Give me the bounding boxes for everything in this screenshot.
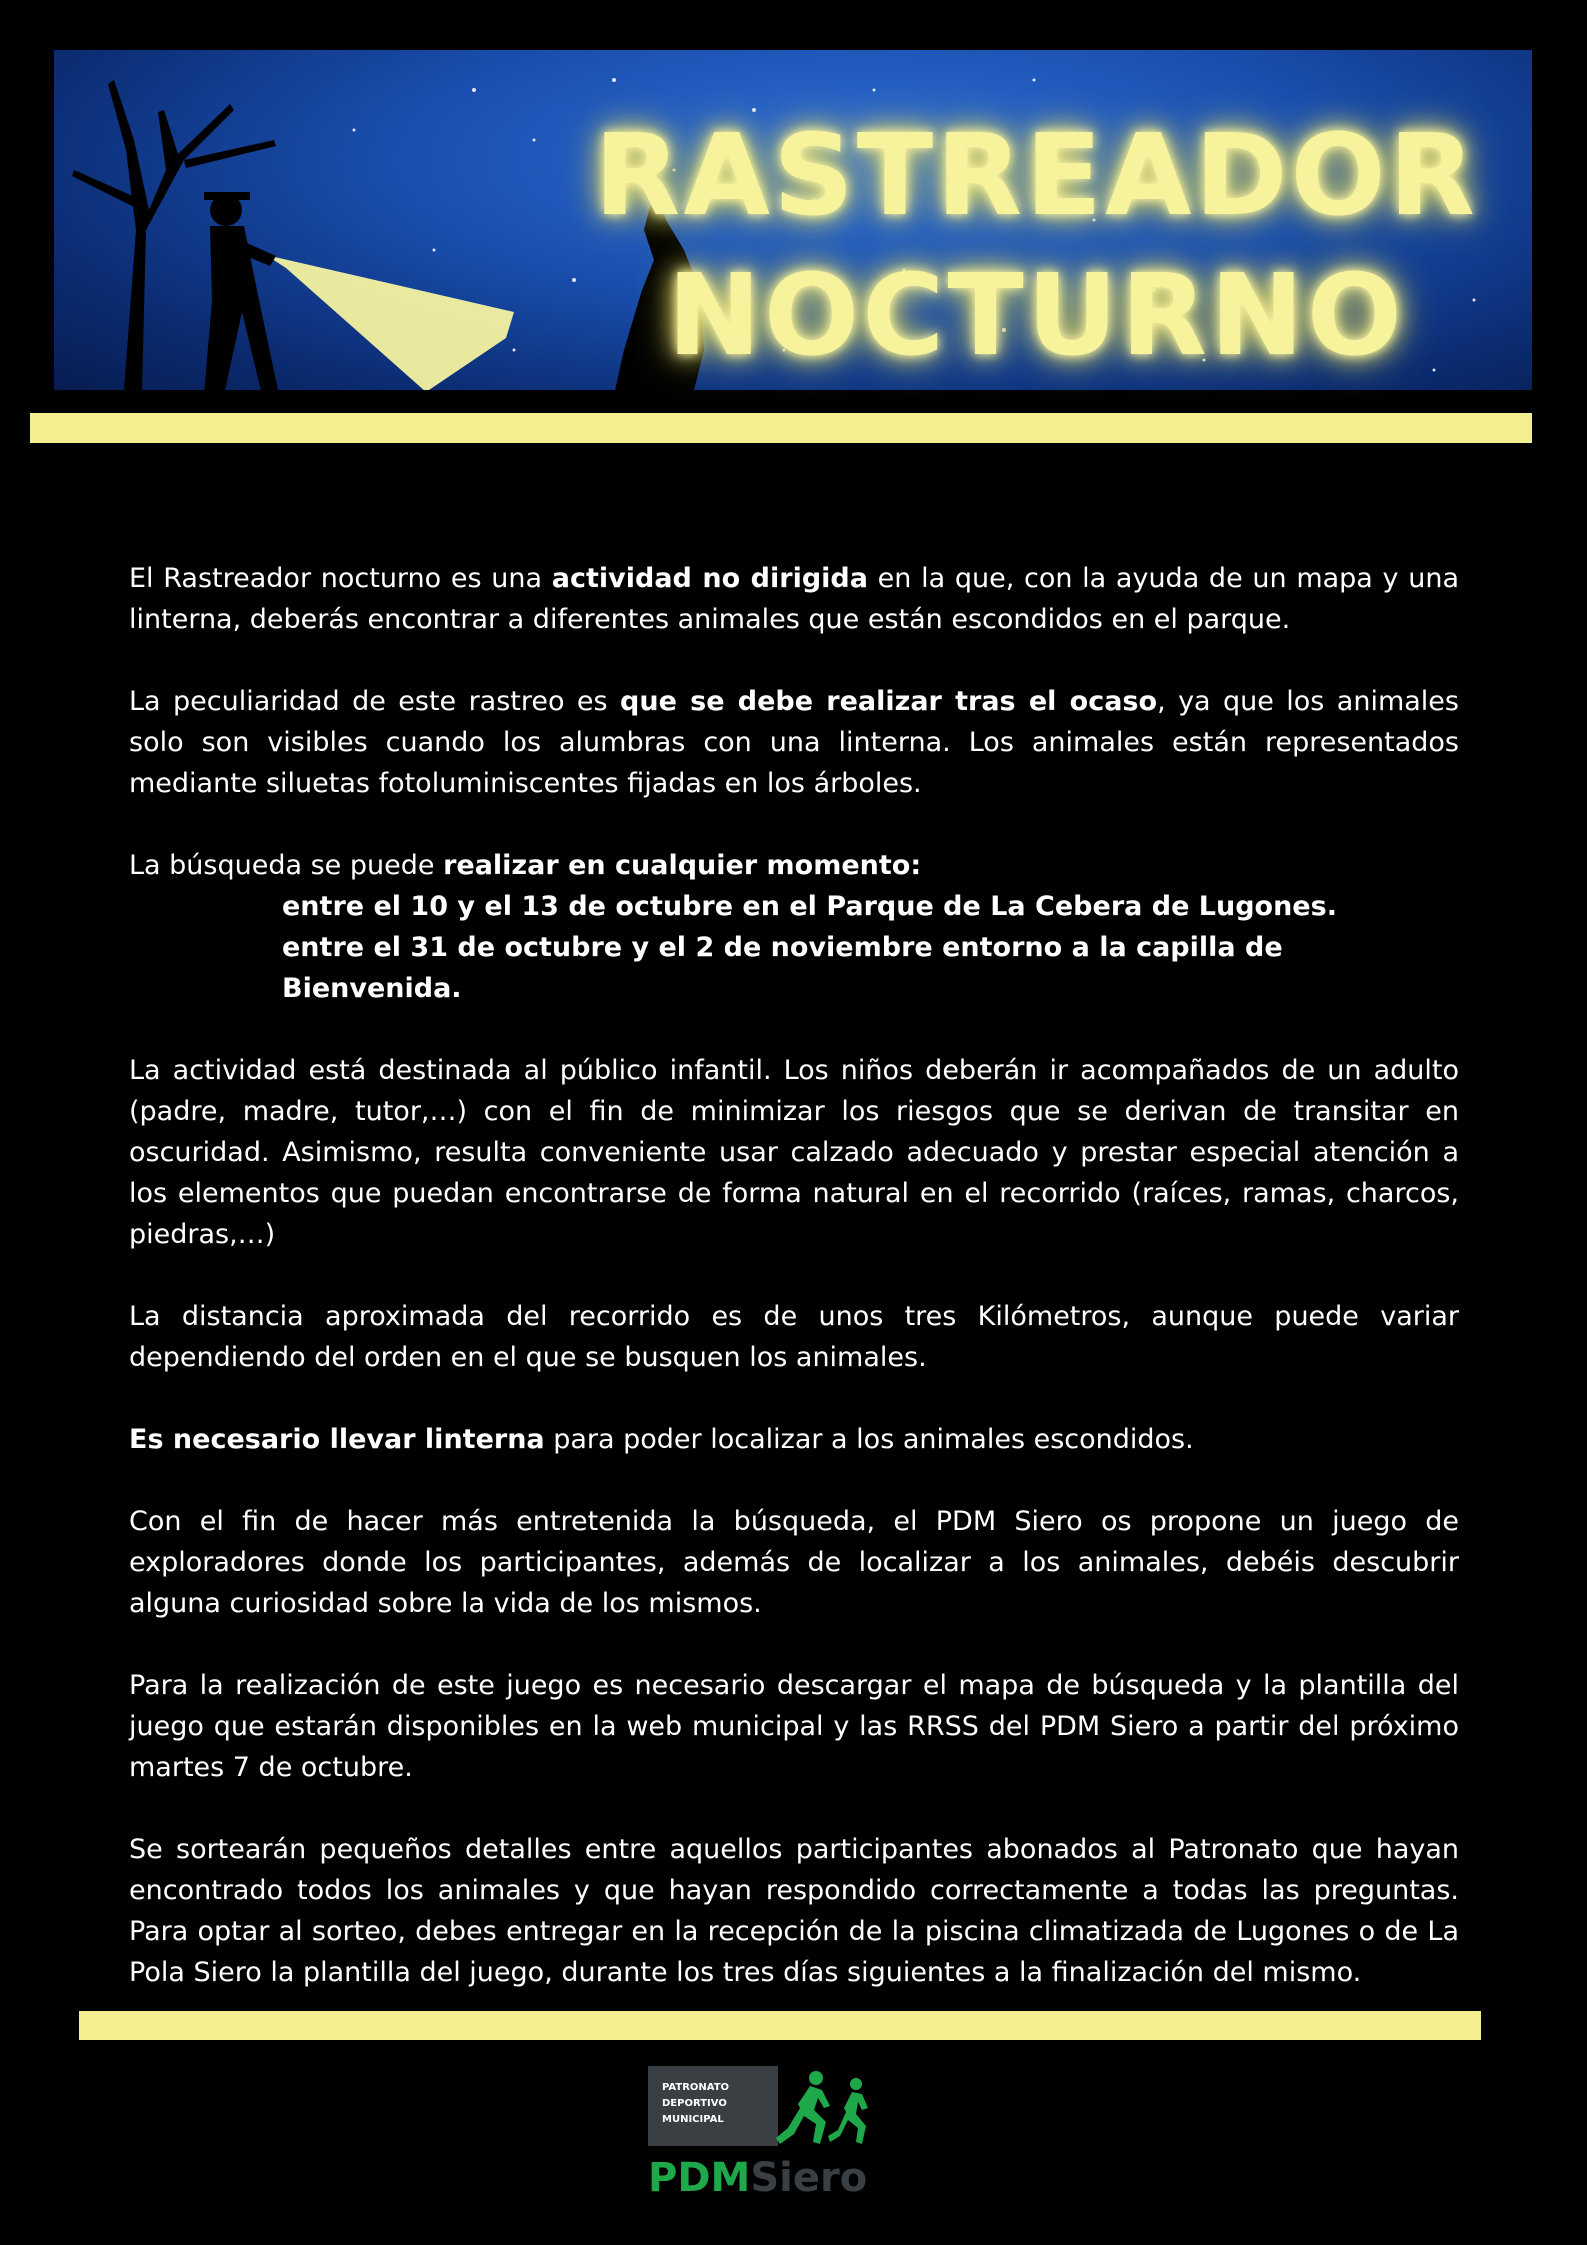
title-line-1: RASTREADOR <box>594 111 1478 241</box>
paragraph-dates <box>129 845 1459 1009</box>
ground-silhouette <box>54 390 1532 412</box>
flashlight-beam <box>266 255 514 392</box>
paragraph-peculiarity <box>129 681 1459 804</box>
peculiarity-text-c: , ya que los animales solo son visibles cuando los alumbras con una linterna. Los animales están representados mediante siluetas fotoluminiscentes fijadas en los árboles. <box>129 686 1459 799</box>
dates-text-bold: realizar en cualquier momento: <box>443 850 922 881</box>
accent-bar-top <box>30 413 1532 443</box>
flashlight-text-bold: Es necesario llevar linterna <box>129 1424 545 1455</box>
date-range-bienvenida: entre el 31 de octubre y el 2 de noviembre entorno a la capilla de Bienvenida. <box>282 932 1283 1004</box>
header-banner <box>54 50 1532 412</box>
peculiarity-text-bold: que se debe realizar tras el ocaso <box>620 686 1158 717</box>
logo-box-line-1: PATRONATO <box>662 2082 730 2093</box>
intro-text-a: El Rastreador nocturno es una <box>129 563 552 594</box>
paragraph-download: Para la realización de este juego es necesario descargar el mapa de búsqueda y la plantilla del juego que estarán disponibles en la web municipal y las RRSS del PDM Siero a partir del próximo martes 7 de octubre. <box>129 1670 1459 1783</box>
paragraph-raffle: Se sortearán pequeños detalles entre aquellos participantes abonados al Patronato que hayan encontrado todos los animales y que hayan respondido correctamente a todas las preguntas. Para optar al sorteo, debes entregar en la recepción de la piscina climatizada de Lugones o de La Pola Siero la plantilla del juego, durante los tres días siguientes a la finalización del mismo. <box>129 1834 1459 1988</box>
paragraph-flashlight <box>129 1419 1459 1460</box>
logo-siero: Siero <box>750 2155 868 2201</box>
logo-box-line-2: DEPORTIVO <box>662 2098 727 2109</box>
main-content <box>129 558 1459 2034</box>
title-line-2: NOCTURNO <box>667 251 1405 381</box>
logo-pdm: PDM <box>648 2155 751 2201</box>
logo-box-line-3: MUNICIPAL <box>662 2114 724 2125</box>
dates-text-a: La búsqueda se puede <box>129 850 444 881</box>
accent-bar-bottom <box>79 2011 1481 2040</box>
peculiarity-text-a: La peculiaridad de este rastreo es <box>129 686 621 717</box>
intro-text-c: en la que, con la ayuda de un mapa y una linterna, deberás encontrar a diferentes animales que están escondidos en el parque. <box>129 563 1459 635</box>
banner-title <box>594 106 1478 386</box>
runners-icon <box>648 2064 872 2154</box>
flashlight-text-c: para poder localizar a los animales escondidos. <box>544 1424 1194 1455</box>
logo-wordmark <box>648 2156 867 2200</box>
paragraph-audience: La actividad está destinada al público infantil. Los niños deberán ir acompañados de un adulto (padre, madre, tutor,…) con el fin de minimizar los riesgos que se derivan de transitar en oscuridad. Asimismo, resulta conveniente usar calzado adecuado y prestar especial atención a los elementos que puedan encontrarse de forma natural en el recorrido (raíces, ramas, charcos, piedras,…) <box>129 1055 1459 1250</box>
date-range-lugones: entre el 10 y el 13 de octubre en el Parque de La Cebera de Lugones. <box>282 891 1337 922</box>
pdm-siero-logo <box>648 2064 872 2204</box>
paragraph-game: Con el fin de hacer más entretenida la búsqueda, el PDM Siero os propone un juego de exploradores donde los participantes, además de localizar a los animales, debéis descubrir alguna curiosidad sobre la vida de los mismos. <box>129 1506 1459 1619</box>
paragraph-distance: La distancia aproximada del recorrido es de unos tres Kilómetros, aunque puede variar dependiendo del orden en el que se busquen los animales. <box>129 1301 1459 1373</box>
hiker-silhouette <box>204 192 279 395</box>
paragraph-intro <box>129 558 1459 640</box>
intro-text-bold: actividad no dirigida <box>551 563 868 594</box>
